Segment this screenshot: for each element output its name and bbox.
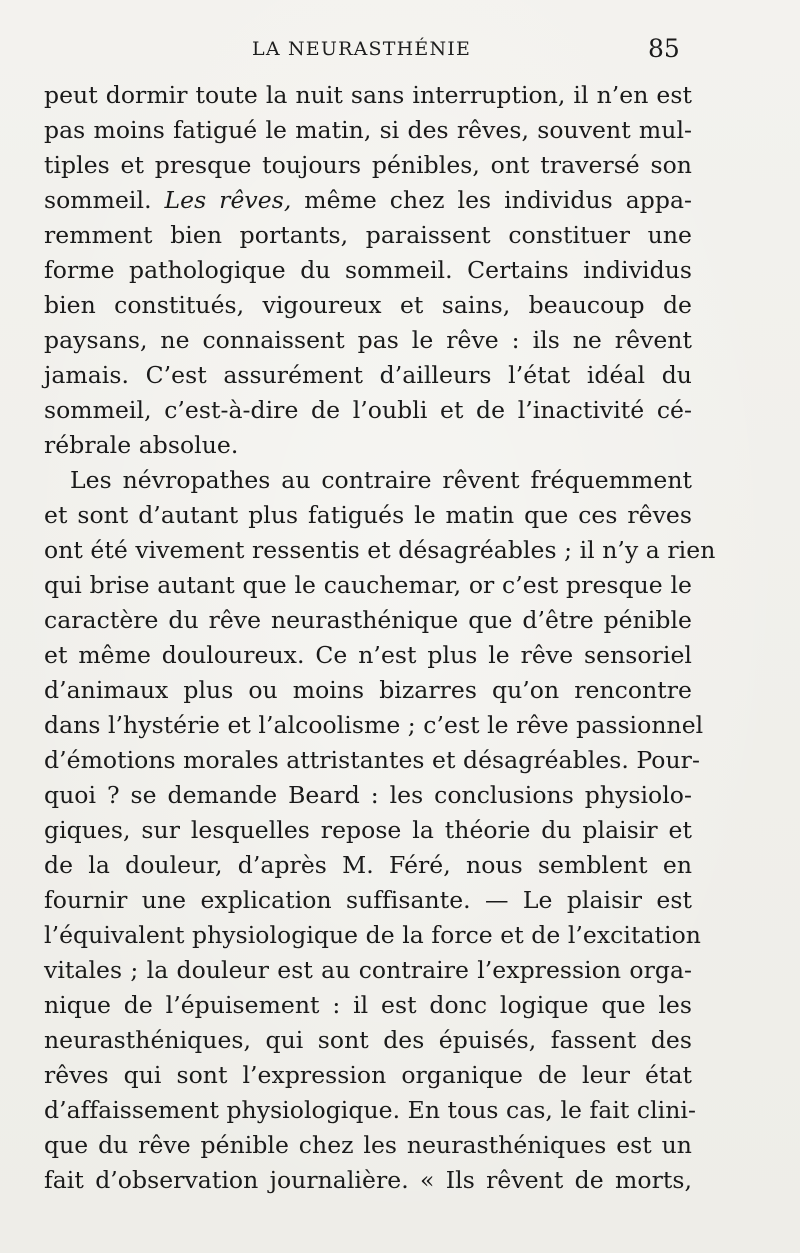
text-line: dans l’hystérie et l’alcoolisme ; c’est le rêve passionnel [44, 711, 704, 739]
text-line: d’animaux plus ou moins bizarres qu’on rencontre [44, 676, 692, 704]
text-line [44, 183, 692, 218]
text-line: nique de l’épuisement : il est donc logique que les [44, 991, 692, 1019]
text-line: qui brise autant que le cauchemar, or c’est presque le [44, 571, 692, 599]
text-line: et sont d’autant plus fatigués le matin que ces rêves [44, 501, 692, 529]
text-line: pas moins fatigué le matin, si des rêves, souvent mul- [44, 116, 692, 144]
text-line: paysans, ne connaissent pas le rêve : ils ne rêvent [44, 326, 692, 354]
page-number: 85 [648, 34, 680, 63]
text-line: giques, sur lesquelles repose la théorie du plaisir et [44, 816, 692, 844]
text-line: fait d’observation journalière. « Ils rêvent de morts, [44, 1166, 692, 1194]
text-segment: même chez les individus appa- [291, 186, 692, 214]
text-line: vitales ; la douleur est au contraire l’expression orga- [44, 956, 692, 984]
text-line: remment bien portants, paraissent constituer une [44, 221, 692, 249]
text-line: fournir une explication suffisante. — Le plaisir est [44, 886, 692, 914]
text-line: et même douloureux. Ce n’est plus le rêve sensoriel [44, 641, 692, 669]
text-line: rêves qui sont l’expression organique de leur état [44, 1061, 692, 1089]
italic-phrase: Les rêves, [164, 186, 292, 214]
text-line: Les névropathes au contraire rêvent fréquemment [70, 466, 692, 494]
text-line: d’affaissement physiologique. En tous cas, le fait clini- [44, 1096, 696, 1124]
text-line: d’émotions morales attristantes et désagréables. Pour- [44, 746, 700, 774]
text-line: rébrale absolue. [44, 431, 239, 459]
body-text [44, 78, 716, 1198]
text-line: neurasthéniques, qui sont des épuisés, fassent des [44, 1026, 692, 1054]
text-line: tiples et presque toujours pénibles, ont traversé son [44, 151, 692, 179]
running-head: LA NEURASTHÉNIE [252, 38, 472, 60]
text-line: ont été vivement ressentis et désagréables ; il n’y a rien [44, 536, 716, 564]
text-segment: sommeil. [44, 186, 165, 214]
text-line: l’équivalent physiologique de la force et de l’excitation [44, 921, 701, 949]
text-line: jamais. C’est assurément d’ailleurs l’état idéal du [44, 361, 692, 389]
text-line: de la douleur, d’après M. Féré, nous semblent en [44, 851, 692, 879]
text-line: sommeil, c’est-à-dire de l’oubli et de l’inactivité cé- [44, 396, 692, 424]
text-line: bien constitués, vigoureux et sains, beaucoup de [44, 291, 692, 319]
text-line: peut dormir toute la nuit sans interruption, il n’en est [44, 81, 692, 109]
text-line: forme pathologique du sommeil. Certains individus [44, 256, 692, 284]
text-line: que du rêve pénible chez les neurasthéniques est un [44, 1131, 692, 1159]
text-line: caractère du rêve neurasthénique que d’être pénible [44, 606, 692, 634]
text-line: quoi ? se demande Beard : les conclusions physiolo- [44, 781, 692, 809]
page-header [0, 34, 800, 70]
